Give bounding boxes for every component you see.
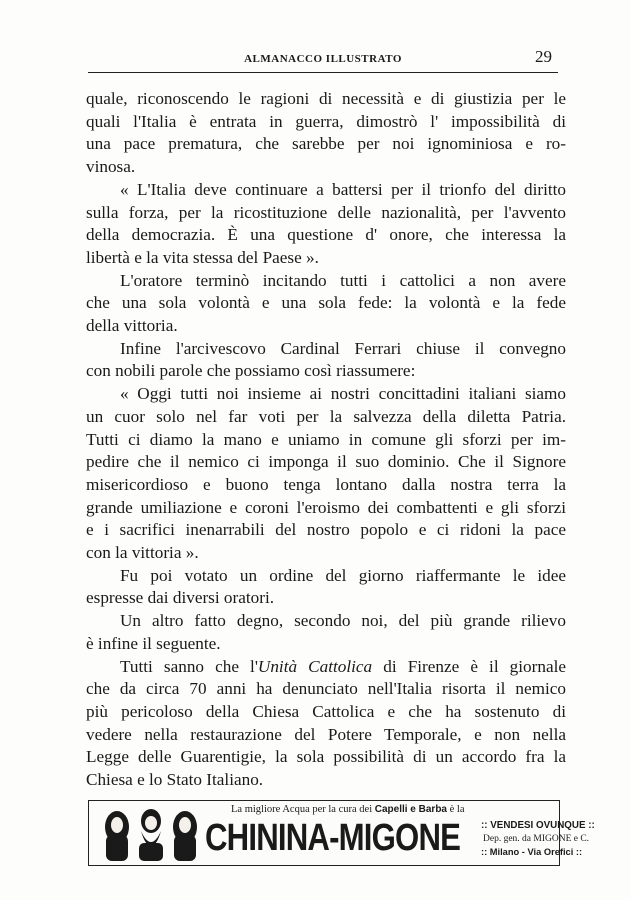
text-line: Fu poi votato un ordine del giorno riaffermante le idee — [120, 565, 566, 585]
text-line: « L'Italia deve continuare a battersi per il trionfo del diritto — [120, 179, 566, 199]
text-line: espresse dai diversi oratori. — [86, 588, 275, 608]
text-line: più pericoloso della Chiesa Cattolica e che ha sostenuto di — [86, 701, 566, 721]
text-line: Un altro fatto degno, secondo noi, del più grande rilievo — [120, 611, 566, 631]
text-line: con nobili parole che possiamo così riassumere: — [86, 361, 416, 381]
text-line: « Oggi tutti noi insieme ai nostri concittadini italiani siamo — [120, 384, 566, 404]
three-heads-illustration-icon — [97, 805, 205, 861]
text-line: grande umiliazione e coroni l'eroismo dei combattenti e gli sforzi — [86, 497, 566, 517]
ad-details — [481, 819, 595, 860]
running-title: ALMANACCO ILLUSTRATO — [244, 53, 402, 65]
paragraph — [86, 179, 566, 270]
text-line: quale, riconoscendo le ragioni di necessità e di giustizia per le — [86, 89, 566, 108]
text-line: pedire che il nemico ci imponga il suo dominio. Che il Signore — [86, 452, 566, 472]
text-line: Infine l'arcivescovo Cardinal Ferrari chiuse il convegno — [120, 338, 566, 358]
text-line: della vittoria. — [86, 316, 178, 336]
ad-tagline: La migliore Acqua per la cura dei Capelli e Barba è la — [231, 804, 465, 815]
text-line: Chiesa e lo Stato Italiano. — [86, 770, 264, 790]
text-line: vinosa. — [86, 157, 136, 177]
ad-address: :: Milano - Via Orefici :: — [481, 847, 583, 857]
paragraph — [86, 610, 566, 655]
text-line: e i sacrifici inenarrabili del nostro popolo e ci ridoni la pace — [86, 520, 566, 540]
paragraph — [86, 656, 566, 792]
text-line: misericordioso e buono tenga lontano dalla nostra terra la — [86, 474, 566, 494]
paragraph — [86, 338, 566, 383]
text-line: Legge delle Guarentigie, la sola possibilità di un accordo fra la — [86, 747, 566, 767]
text-line: L'oratore terminò incitando tutti i cattolici a non avere — [120, 270, 566, 290]
text-line: della democrazia. È una questione d' onore, che interessa la — [86, 225, 566, 245]
text-line: libertà e la vita stessa del Paese ». — [86, 247, 319, 267]
text-line: Tutti sanno che l'Unità Cattolica di Firenze è il giornale — [120, 656, 566, 676]
ad-depot: Dep. gen. da MIGONE e C. — [483, 833, 590, 844]
text-line: Tutti ci diamo la mano e uniamo in comune gli sforzi per im- — [86, 429, 566, 449]
running-header — [88, 44, 558, 73]
text-line: quali l'Italia è entrata in guerra, dimostrò l' impossibilità di — [86, 111, 566, 131]
page-number: 29 — [535, 47, 552, 66]
text-line: è infine il seguente. — [86, 633, 221, 653]
text-line: una pace prematura, che sarebbe per noi ignominiosa e ro- — [86, 134, 566, 154]
ad-sold-everywhere: :: VENDESI OVUNQUE :: — [481, 820, 595, 831]
body-text — [86, 88, 566, 792]
text-line: con la vittoria ». — [86, 543, 199, 563]
text-line: vedere nella restaurazione del Potere Temporale, e non nella — [86, 724, 566, 744]
text-line: che da circa 70 anni ha denunciato nell'Italia risorta il nemico — [86, 679, 566, 699]
paragraph — [86, 270, 566, 338]
text-line: un cuor solo nel far voti per la salvezza della diletta Patria. — [86, 406, 566, 426]
paragraph — [86, 88, 566, 179]
paragraph — [86, 383, 566, 565]
advertisement — [88, 800, 595, 866]
text-line: sulla forza, per la ricostituzione delle nazionalità, per l'avvento — [86, 202, 566, 222]
text-line: che una sola volontà e una sola fede: la volontà e la fede — [86, 293, 566, 313]
ad-brand-name: CHININA-MIGONE — [205, 817, 461, 859]
paragraph — [86, 565, 566, 610]
